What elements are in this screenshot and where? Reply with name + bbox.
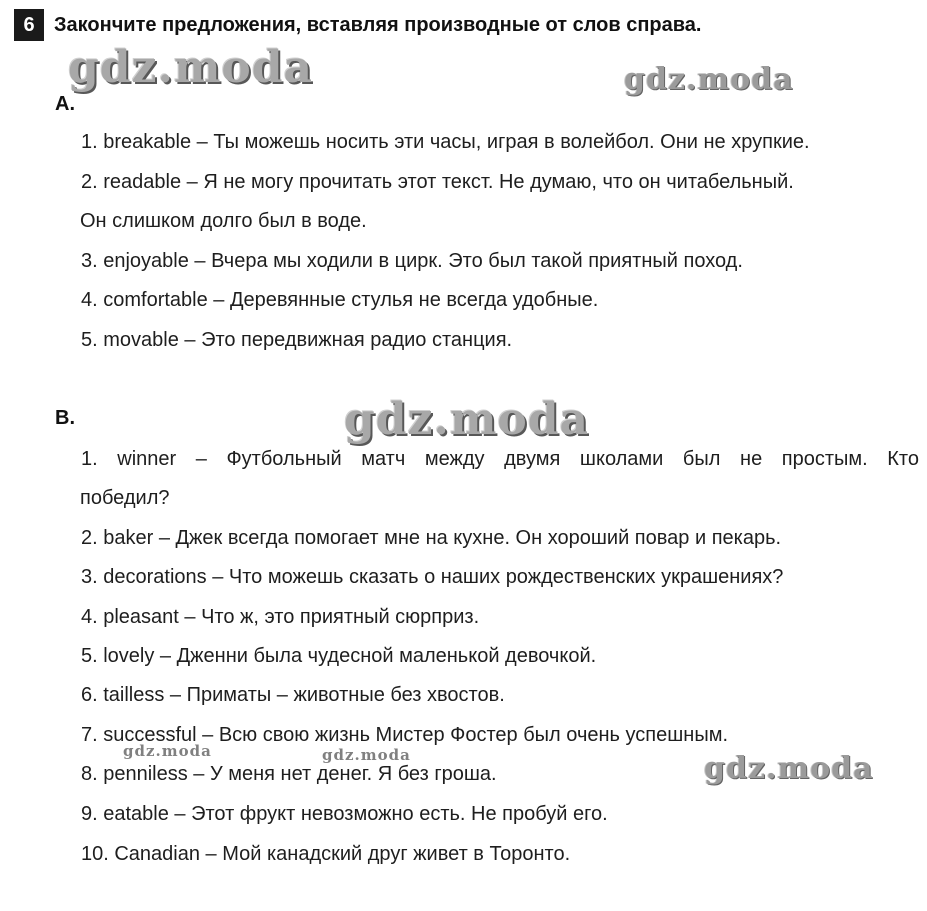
section-b-line: 2. baker – Джек всегда помогает мне на кухне. Он хороший повар и пекарь. <box>81 527 782 549</box>
section-b-line: 10. Canadian – Мой канадский друг живет в Торонто. <box>81 843 571 865</box>
watermark: gdz.moda <box>68 42 314 93</box>
task-header <box>14 9 701 41</box>
section-b-label: B. <box>55 407 75 429</box>
watermark: gdz.moda <box>123 742 212 760</box>
task-title: Закончите предложения, вставляя производные от слов справа. <box>54 14 702 36</box>
section-b-line: 3. decorations – Что можешь сказать о наших рождественских украшениях? <box>81 566 784 588</box>
section-a-line: Он слишком долго был в воде. <box>80 210 367 232</box>
section-a-line: 2. readable – Я не могу прочитать этот текст. Не думаю, что он читабельный. <box>81 171 794 193</box>
section-a-line: 1. breakable – Ты можешь носить эти часы, играя в волейбол. Они не хрупкие. <box>81 131 810 153</box>
task-number-badge: 6 <box>14 9 44 41</box>
section-b-line: 1. winner – Футбольный матч между двумя школами был не простым. Кто <box>81 448 919 470</box>
section-a-label: A. <box>55 93 75 115</box>
section-b-line: 9. eatable – Этот фрукт невозможно есть. Не пробуй его. <box>81 803 608 825</box>
section-b-line: 6. tailless – Приматы – животные без хвостов. <box>81 684 505 706</box>
watermark: gdz.moda <box>624 62 794 97</box>
watermark: gdz.moda <box>344 394 590 445</box>
watermark: gdz.moda <box>704 751 874 786</box>
section-b-line: 7. successful – Всю свою жизнь Мистер Фостер был очень успешным. <box>81 724 729 746</box>
section-b-line: 5. lovely – Дженни была чудесной маленькой девочкой. <box>81 645 597 667</box>
watermark: gdz.moda <box>322 746 411 764</box>
section-b-line: победил? <box>80 487 170 509</box>
section-b-line: 8. penniless – У меня нет денег. Я без гроша. <box>81 763 497 785</box>
section-b-line: 4. pleasant – Что ж, это приятный сюрприз. <box>81 606 480 628</box>
section-a-line: 3. enjoyable – Вчера мы ходили в цирк. Это был такой приятный поход. <box>81 250 743 272</box>
section-a-line: 5. movable – Это передвижная радио станция. <box>81 329 513 351</box>
section-a-line: 4. comfortable – Деревянные стулья не всегда удобные. <box>81 289 599 311</box>
